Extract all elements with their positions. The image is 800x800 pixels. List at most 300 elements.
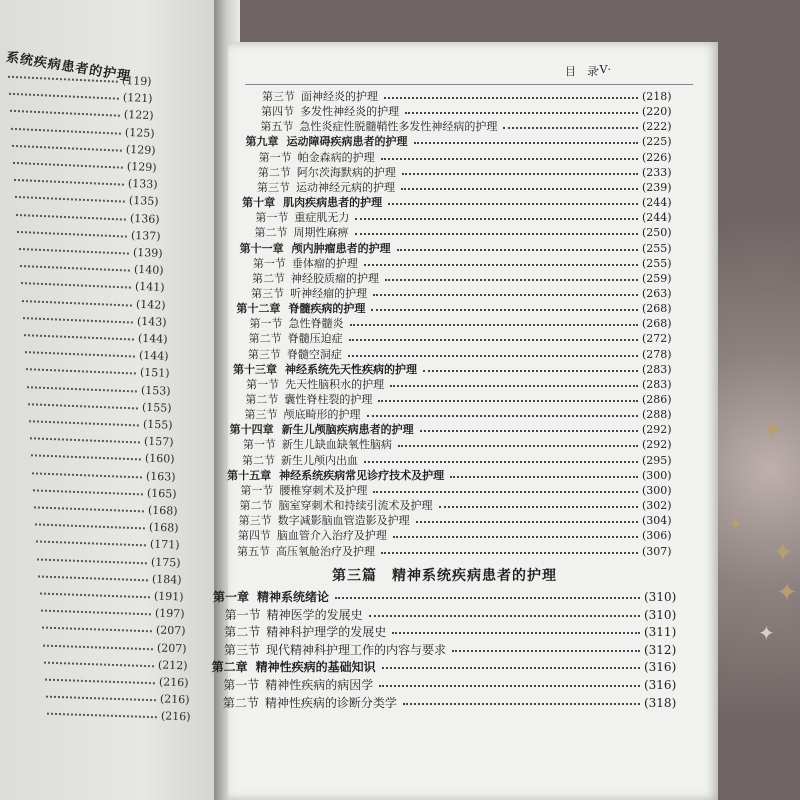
left-toc-row xyxy=(28,396,172,415)
dot-leader xyxy=(355,218,638,220)
toc-label: 第一节 xyxy=(223,678,260,692)
toc-page-number: (207) xyxy=(156,641,187,656)
toc-page-number: (122) xyxy=(123,108,154,123)
toc-title: 脑室穿刺术和持续引流术及护理 xyxy=(278,499,433,513)
toc-page-number: (310) xyxy=(644,590,677,604)
toc-page-number: (295) xyxy=(641,453,672,467)
toc-page-number: (144) xyxy=(137,331,168,346)
toc-label: 第三节 xyxy=(244,408,278,422)
dot-leader xyxy=(41,608,151,615)
toc-page-number: (133) xyxy=(127,177,159,192)
toc-page-number: (129) xyxy=(125,142,156,157)
toc-page-number: (125) xyxy=(124,125,155,140)
toc-title: 神经胶质瘤的护理 xyxy=(291,271,379,285)
toc-section-row xyxy=(253,257,682,271)
toc-label: 第五节 xyxy=(260,120,294,134)
dot-leader xyxy=(39,591,149,598)
dot-leader xyxy=(31,453,141,460)
left-toc-row xyxy=(47,706,191,724)
toc-page-number: (288) xyxy=(641,408,672,422)
dot-leader xyxy=(42,625,152,632)
left-toc-row xyxy=(44,654,188,672)
toc-title: 急性炎症性脱髓鞘性多发性神经病的护理 xyxy=(299,120,498,134)
toc-label: 第十四章 xyxy=(229,423,274,437)
toc-title: 阿尔茨海默病的护理 xyxy=(296,165,396,179)
toc-label: 第一节 xyxy=(246,377,280,391)
toc-page-number: (155) xyxy=(141,400,172,415)
toc-page-number: (307) xyxy=(641,544,672,558)
toc-page-number: (226) xyxy=(641,150,672,164)
header-section: 目 录 xyxy=(565,65,598,78)
toc-title: 肌肉疾病患者的护理 xyxy=(283,196,383,210)
dot-leader xyxy=(22,298,132,305)
left-toc-row xyxy=(17,224,161,243)
dot-leader xyxy=(382,667,640,669)
toc-label: 第二节 xyxy=(254,226,288,240)
toc-page-number: (222) xyxy=(641,120,672,134)
dot-leader xyxy=(29,419,139,426)
toc-page-number: (160) xyxy=(144,451,175,467)
left-toc-row xyxy=(13,155,157,174)
toc-label: 第四节 xyxy=(237,529,271,543)
toc-title: 急性脊髓炎 xyxy=(288,317,344,331)
toc-page-number: (153) xyxy=(140,383,171,398)
toc-section-row xyxy=(224,643,684,657)
toc-title: 运动障碍疾病患者的护理 xyxy=(286,135,408,149)
toc-label: 第九章 xyxy=(245,135,279,149)
left-toc-row xyxy=(30,430,174,448)
toc-page-number: (165) xyxy=(146,486,177,501)
toc-title: 精神医学的发展史 xyxy=(266,607,363,622)
left-toc-row xyxy=(37,551,181,569)
toc-page-number: (233) xyxy=(641,165,672,179)
left-toc-row xyxy=(22,310,166,329)
toc-chapter-row xyxy=(236,302,682,316)
toc-page-number: (239) xyxy=(641,180,672,194)
left-toc-row xyxy=(18,241,162,260)
toc-section-row xyxy=(245,393,682,407)
dot-leader xyxy=(405,112,638,114)
toc-page-number: (292) xyxy=(641,423,672,437)
left-toc-row xyxy=(12,138,156,157)
dot-leader xyxy=(21,281,131,289)
toc-page-number: (212) xyxy=(157,658,188,673)
dot-leader xyxy=(20,264,130,272)
toc-page-number: (225) xyxy=(641,135,672,149)
dot-leader xyxy=(371,309,638,311)
toc-label: 第二节 xyxy=(242,453,275,467)
left-toc-row xyxy=(9,86,153,105)
left-toc-row xyxy=(35,517,179,535)
toc-title: 垂体瘤的护理 xyxy=(291,256,358,270)
dot-leader xyxy=(28,402,138,409)
dot-leader xyxy=(364,264,638,266)
toc-title: 脊髓疾病的护理 xyxy=(288,302,366,316)
toc-title: 脊髓压迫症 xyxy=(287,332,343,346)
toc-title: 数字减影脑血管造影及护理 xyxy=(277,514,410,528)
toc-page-number: (244) xyxy=(641,211,672,225)
dot-leader xyxy=(381,552,638,554)
toc-section-row xyxy=(246,378,682,392)
dot-leader xyxy=(402,173,638,175)
dot-leader xyxy=(385,279,638,281)
toc-title: 神经系统先天性疾病的护理 xyxy=(285,362,417,376)
left-toc-row xyxy=(14,172,158,191)
left-toc-row xyxy=(15,189,159,208)
toc-page-number: (316) xyxy=(643,660,677,675)
left-toc-row xyxy=(24,327,168,346)
toc-page-number: (255) xyxy=(641,256,672,270)
toc-section-row xyxy=(238,529,682,543)
toc-title: 面神经炎的护理 xyxy=(301,90,378,103)
dot-leader xyxy=(18,246,128,254)
toc-page-number: (286) xyxy=(641,393,672,406)
toc-page-number: (151) xyxy=(139,366,170,381)
toc-section-row xyxy=(257,181,682,195)
toc-label: 第三节 xyxy=(262,90,295,103)
dot-leader xyxy=(44,660,154,667)
toc-page-number: (121) xyxy=(122,91,153,106)
toc-label: 第一节 xyxy=(242,438,276,452)
toc-section-row xyxy=(243,438,682,452)
dot-leader xyxy=(452,650,640,652)
dot-leader xyxy=(379,685,640,687)
toc-page-number: (272) xyxy=(641,332,672,346)
toc-page-number: (155) xyxy=(142,417,173,432)
toc-chapter-row xyxy=(240,242,682,256)
dot-leader xyxy=(423,370,638,372)
toc-page-number: (283) xyxy=(641,362,672,376)
toc-page-number: (318) xyxy=(643,695,677,710)
toc-page-number: (268) xyxy=(641,317,672,331)
toc-page-number: (216) xyxy=(159,692,190,707)
toc-page-number: (139) xyxy=(132,245,163,261)
toc-page-number: (216) xyxy=(160,709,191,724)
toc-label: 第二节 xyxy=(245,393,279,406)
dot-leader xyxy=(414,142,638,144)
dot-leader xyxy=(10,109,120,117)
left-toc-row xyxy=(45,672,189,690)
toc-label: 第一章 xyxy=(213,590,250,604)
dot-leader xyxy=(23,315,133,322)
toc-page-number: (143) xyxy=(136,314,167,329)
toc-page-number: (268) xyxy=(641,302,672,316)
toc-title: 精神性疾病的基础知识 xyxy=(255,660,376,675)
toc-page-number: (207) xyxy=(155,623,186,638)
left-toc-row xyxy=(46,689,190,707)
dot-leader xyxy=(8,74,118,82)
dot-leader xyxy=(45,677,155,684)
toc-label: 第二节 xyxy=(248,332,282,346)
toc-title: 新生儿缺血缺氧性脑病 xyxy=(281,438,392,452)
toc-page-number: (292) xyxy=(641,438,672,452)
dot-leader xyxy=(355,233,638,235)
toc-page-number: (250) xyxy=(641,226,672,240)
toc-chapter-row xyxy=(233,363,682,377)
left-toc-row xyxy=(16,207,160,226)
dot-leader xyxy=(390,385,638,387)
toc-page-number: (168) xyxy=(149,520,180,535)
toc-page-number: (259) xyxy=(641,271,672,285)
toc-page-number: (168) xyxy=(147,503,179,518)
left-page xyxy=(0,0,235,800)
toc-page-number: (278) xyxy=(641,347,672,361)
dot-leader xyxy=(17,229,127,237)
toc-page-number: (140) xyxy=(133,262,164,278)
dot-leader xyxy=(32,470,142,477)
toc-page-number: (263) xyxy=(641,286,672,300)
toc-title: 听神经瘤的护理 xyxy=(290,286,368,300)
dot-leader xyxy=(13,160,123,168)
toc-title: 颅底畸形的护理 xyxy=(283,408,361,422)
left-toc-row xyxy=(19,258,163,277)
toc-page-number: (311) xyxy=(643,625,677,640)
toc-page-number: (218) xyxy=(642,90,672,103)
toc-title: 帕金森病的护理 xyxy=(297,150,375,164)
dot-leader xyxy=(12,143,122,151)
toc-page-number: (135) xyxy=(129,194,160,209)
toc-page-number: (312) xyxy=(643,642,677,657)
toc-label: 第一节 xyxy=(240,483,274,497)
toc-page-number: (142) xyxy=(135,297,166,312)
toc-label: 第二节 xyxy=(252,271,285,285)
toc-chapter-row xyxy=(246,135,682,149)
toc-section-row xyxy=(240,484,682,498)
dot-leader xyxy=(384,97,638,99)
toc-label: 第一节 xyxy=(224,607,261,622)
dot-leader xyxy=(348,355,638,357)
toc-title: 腰椎穿刺术及护理 xyxy=(279,483,368,497)
left-toc-row xyxy=(40,603,184,621)
toc-label: 第三节 xyxy=(238,514,272,528)
toc-label: 第三节 xyxy=(251,286,285,300)
toc-label: 第三节 xyxy=(223,642,260,657)
toc-label: 第二节 xyxy=(224,625,261,640)
toc-page-number: (141) xyxy=(134,280,165,295)
toc-section-row xyxy=(251,287,682,301)
dot-leader xyxy=(43,643,153,650)
dot-leader xyxy=(369,615,640,617)
dot-leader xyxy=(397,249,638,251)
toc-section-row xyxy=(255,226,682,240)
toc-page-number: (304) xyxy=(641,514,672,528)
toc-label: 第一节 xyxy=(249,317,283,331)
left-toc-row xyxy=(33,482,177,500)
toc-title: 神经系统疾病常见诊疗技术及护理 xyxy=(279,468,445,482)
toc-title: 精神性疾病的病因学 xyxy=(265,678,374,692)
left-toc-row xyxy=(26,362,170,381)
toc-page-number: (216) xyxy=(158,675,189,690)
dot-leader xyxy=(46,694,156,701)
dot-leader xyxy=(350,324,638,326)
toc-title: 颅内肿瘤患者的护理 xyxy=(291,241,391,255)
left-toc-row xyxy=(31,448,175,466)
left-page-header: 系统疾病患者的护理 xyxy=(5,49,132,85)
toc-page-number: (220) xyxy=(641,105,672,119)
toc-label: 第三节 xyxy=(257,180,290,194)
toc-page-number: (136) xyxy=(130,211,161,226)
toc-label: 第五节 xyxy=(237,544,270,558)
dot-leader xyxy=(33,488,143,495)
toc-section-row xyxy=(239,514,682,528)
toc-chapter-row xyxy=(212,660,684,674)
toc-section-row xyxy=(249,332,682,346)
part-title: 第三篇 精神系统疾病患者的护理 xyxy=(332,568,557,584)
toc-title: 重症肌无力 xyxy=(294,211,350,225)
toc-page-number: (310) xyxy=(643,607,677,622)
toc-title: 运动神经元病的护理 xyxy=(296,180,395,194)
toc-label: 第十五章 xyxy=(227,468,272,482)
dot-leader xyxy=(35,522,145,529)
dot-leader xyxy=(439,506,638,508)
toc-page-number: (175) xyxy=(151,555,182,570)
toc-chapter-row xyxy=(242,196,682,210)
dot-leader xyxy=(9,91,119,99)
toc-section-row xyxy=(260,120,682,134)
toc-title: 周期性麻痹 xyxy=(293,226,349,240)
dot-leader xyxy=(401,188,638,190)
left-toc-row xyxy=(29,413,173,432)
toc-label: 第四节 xyxy=(261,105,295,119)
toc-title: 囊性脊柱裂的护理 xyxy=(284,393,373,406)
dot-leader xyxy=(416,521,638,523)
toc-section-row xyxy=(237,545,682,559)
left-toc-row xyxy=(27,379,171,398)
dot-leader xyxy=(373,491,638,493)
toc-label: 第一节 xyxy=(252,256,286,270)
toc-title: 脊髓空洞症 xyxy=(286,347,342,361)
toc-page-number: (171) xyxy=(150,537,181,552)
dot-leader xyxy=(25,350,135,357)
toc-page-number: (306) xyxy=(641,529,672,543)
dot-leader xyxy=(11,126,121,134)
toc-page-number: (144) xyxy=(138,348,169,364)
dot-leader xyxy=(420,430,638,432)
left-toc-row xyxy=(21,293,165,312)
toc-page-number: (316) xyxy=(643,678,677,692)
toc-chapter-row xyxy=(230,423,682,437)
toc-page-number: (302) xyxy=(641,499,672,513)
toc-page-number: (137) xyxy=(131,228,162,243)
left-toc-row xyxy=(36,534,180,552)
toc-label: 第二节 xyxy=(239,499,273,513)
toc-label: 第二章 xyxy=(211,660,248,675)
dot-leader xyxy=(38,574,148,581)
toc-section-row xyxy=(259,151,682,165)
toc-section-row xyxy=(223,696,684,710)
dot-leader xyxy=(364,461,638,463)
left-toc-row xyxy=(34,499,178,517)
dot-leader xyxy=(30,436,140,443)
toc-chapter-row xyxy=(227,469,682,483)
header-rule xyxy=(245,84,693,85)
toc-page-number: (119) xyxy=(121,73,152,89)
toc-section-row xyxy=(262,90,682,104)
left-toc-row xyxy=(38,568,182,586)
toc-label: 第十一章 xyxy=(239,241,284,255)
toc-page-number: (157) xyxy=(143,434,174,449)
toc-page-number: (163) xyxy=(145,469,176,484)
dot-leader xyxy=(14,178,124,186)
toc-section-row xyxy=(255,211,682,225)
toc-section-row xyxy=(250,317,682,331)
toc-section-row xyxy=(242,454,682,468)
left-toc-row xyxy=(20,275,164,294)
left-toc-row xyxy=(32,465,176,483)
toc-label: 第一节 xyxy=(258,150,292,164)
dot-leader xyxy=(16,212,126,220)
dot-leader xyxy=(15,195,125,203)
toc-label: 第三节 xyxy=(247,347,281,361)
left-toc-row xyxy=(41,620,185,638)
toc-title: 高压氧舱治疗及护理 xyxy=(276,544,375,558)
toc-title: 脑血管介入治疗及护理 xyxy=(276,529,387,543)
toc-section-row xyxy=(261,105,682,119)
dot-leader xyxy=(392,632,640,634)
toc-section-row xyxy=(223,678,684,692)
dot-leader xyxy=(378,400,638,402)
toc-section-row xyxy=(224,625,684,639)
toc-label: 第十三章 xyxy=(233,362,277,376)
dot-leader xyxy=(24,333,134,340)
dot-leader xyxy=(27,384,137,391)
star-decoration: ✦ xyxy=(772,538,794,568)
dot-leader xyxy=(450,476,638,478)
star-decoration: ✦ xyxy=(728,514,744,535)
dot-leader xyxy=(36,539,146,546)
toc-title: 多发性神经炎的护理 xyxy=(300,105,400,119)
toc-section-row xyxy=(245,408,682,422)
toc-section-row xyxy=(252,272,682,286)
toc-label: 第十章 xyxy=(242,196,276,210)
dot-leader xyxy=(388,203,638,205)
toc-title: 新生儿颅脑疾病患者的护理 xyxy=(281,423,414,437)
star-decoration: ✦ xyxy=(762,416,784,446)
left-toc-row xyxy=(11,120,155,139)
toc-page-number: (191) xyxy=(153,589,184,604)
toc-label: 第十二章 xyxy=(236,302,281,316)
star-decoration: ✦ xyxy=(758,621,775,645)
toc-title: 现代精神科护理工作的内容与要求 xyxy=(265,642,446,657)
toc-title: 精神科护理学的发展史 xyxy=(266,625,387,640)
toc-label: 第二节 xyxy=(257,165,291,179)
toc-page-number: (255) xyxy=(641,241,672,255)
toc-page-number: (300) xyxy=(641,468,672,482)
dot-leader xyxy=(403,703,640,705)
toc-label: 第一节 xyxy=(255,211,289,225)
toc-title: 新生儿颅内出血 xyxy=(281,453,358,467)
dot-leader xyxy=(34,505,144,512)
left-toc-row xyxy=(39,585,183,603)
left-toc-row xyxy=(42,637,186,655)
toc-section-row xyxy=(240,499,682,513)
toc-title: 先天性脑积水的护理 xyxy=(285,377,385,391)
dot-leader xyxy=(349,339,638,341)
toc-page-number: (300) xyxy=(641,483,672,497)
header-page-number: ·V· xyxy=(596,63,611,76)
left-toc-row xyxy=(10,103,154,122)
toc-section-row xyxy=(225,608,684,622)
toc-label: 第二节 xyxy=(222,695,259,710)
dot-leader xyxy=(367,415,638,417)
dot-leader xyxy=(26,367,136,374)
dot-leader xyxy=(373,294,638,296)
dot-leader xyxy=(393,536,638,538)
star-decoration: ✦ xyxy=(776,578,798,608)
dot-leader xyxy=(398,445,638,447)
left-toc-row xyxy=(25,344,169,363)
dot-leader xyxy=(335,597,640,599)
